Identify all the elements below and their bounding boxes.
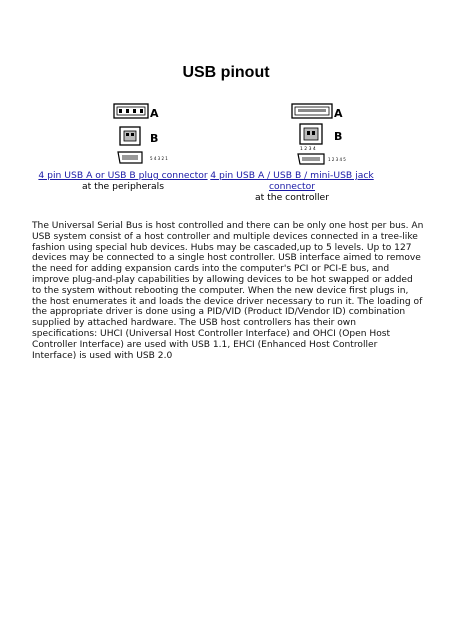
usb-jack-connector-link[interactable]: 4 pin USB A / USB B / mini-USB jack connector <box>210 170 374 192</box>
mini-usb-jack-pin-marks: 1 2 3 4 5 <box>328 157 346 162</box>
right-caption <box>204 170 380 203</box>
usb-b-label: B <box>150 132 159 145</box>
body-paragraph: The Universal Serial Bus is host controlled and there can be only one host per bus. An USB system consist of a host controller and multiple devices connected in a tree-like fashion using special hub devices. Hubs may be cascaded,up to 5 levels. Up to 127 devices may be connected to a single host controller. USB interface aimed to remove the need for adding expansion cards into the computer's PCI or PCI-E bus, and improve plug-and-play capabilities by allowing devices to be hot swapped or added to the system without rebooting the computer. When the new device first plugs in, the host enumerates it and loads the device driver necessary to run it. The loading of the appropriate driver is done using a PID/VID (Product ID/Vendor ID) combination supplied by attached hardware. The USB host controllers has their own specifications: UHCI (Universal Host Controller Interface) and OHCI (Open Host Controller Interface) are used with USB 1.1, EHCI (Enhanced Host Controller Interface) is used with USB 2.0 <box>32 221 424 361</box>
usb-plug-connector-diagram <box>100 100 170 170</box>
usb-a-label-right: A <box>334 107 343 120</box>
usb-a-label: A <box>150 107 159 120</box>
page-title: USB pinout <box>182 64 270 81</box>
usb-a-plug-icon <box>114 104 148 118</box>
right-caption-sub: at the controller <box>255 192 329 203</box>
mini-usb-jack-icon <box>298 154 324 164</box>
usb-b-plug-icon <box>120 127 140 145</box>
left-caption <box>38 170 208 192</box>
left-caption-sub: at the peripherals <box>81 181 165 192</box>
usb-b-pin-numbers: 1 2 3 4 <box>300 147 316 152</box>
usb-a-jack-icon <box>292 104 332 118</box>
usb-plug-connector-link[interactable]: 4 pin USB A or USB B plug connector <box>38 170 208 181</box>
usb-b-label-right: B <box>334 130 343 143</box>
mini-usb-plug-icon <box>118 152 142 163</box>
usb-jack-connector-diagram <box>286 100 356 170</box>
mini-usb-pin-marks: 5 4 3 2 1 <box>150 156 168 161</box>
usb-b-jack-icon <box>300 124 322 144</box>
